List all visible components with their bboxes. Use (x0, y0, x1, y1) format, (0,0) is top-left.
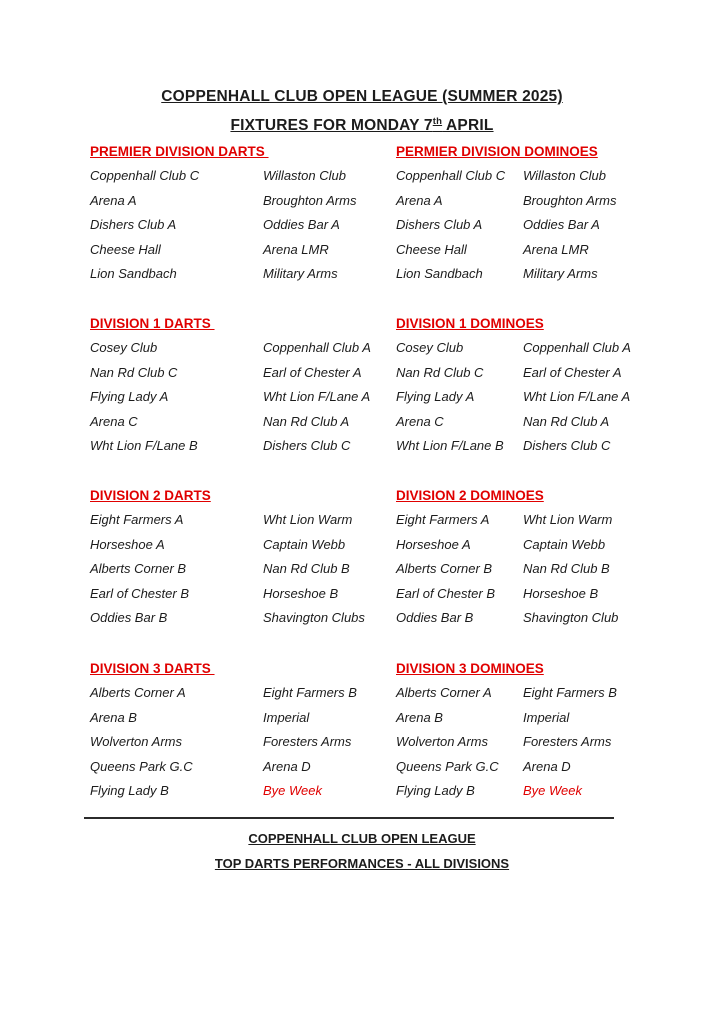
dominoes-away-team: Imperial (523, 709, 570, 725)
dominoes-away-team: Military Arms (523, 266, 598, 281)
darts-home-team: Flying Lady B (90, 783, 169, 798)
darts-away-team: Dishers Club C (263, 438, 351, 453)
dominoes-away-team: Foresters Arms (523, 734, 612, 749)
dominoes-home-team: Alberts Corner A (396, 685, 492, 700)
dominoes-away-team: Captain Webb (523, 536, 606, 552)
dominoes-home-team: Arena B (396, 709, 443, 725)
darts-division-heading: DIVISION 3 DARTS (90, 661, 215, 676)
dominoes-home-team: Alberts Corner B (396, 561, 493, 576)
dominoes-away-team: Shavington Club (523, 610, 619, 625)
dominoes-home-team: Oddies Bar B (396, 610, 474, 625)
darts-home-team: Cheese Hall (90, 241, 161, 257)
dominoes-away-team: Arena D (523, 758, 571, 774)
dominoes-away-team: Wht Lion F/Lane A (523, 389, 631, 404)
dominoes-away-team: Nan Rd Club A (523, 413, 610, 429)
division-section (90, 488, 650, 638)
dominoes-away-team: Broughton Arms (523, 192, 617, 208)
darts-away-team: Military Arms (263, 266, 338, 281)
subtitle-text: FIXTURES FOR MONDAY 7 (230, 117, 433, 134)
darts-away-team: Arena D (263, 758, 311, 774)
darts-home-team: Horseshoe A (90, 536, 165, 552)
darts-away-team: Oddies Bar A (263, 217, 340, 232)
dominoes-away-team: Arena LMR (523, 241, 589, 257)
dominoes-home-team: Eight Farmers A (396, 512, 490, 527)
dominoes-home-team: Coppenhall Club C (396, 168, 506, 183)
dominoes-away-team: Oddies Bar A (523, 217, 600, 232)
subtitle-ordinal-superscript: th (432, 116, 443, 127)
darts-home-team: Eight Farmers A (90, 512, 184, 527)
darts-away-team: Eight Farmers B (263, 685, 357, 700)
dominoes-home-team: Arena A (396, 192, 443, 208)
darts-away-team: Horseshoe B (263, 585, 339, 601)
darts-home-team: Oddies Bar B (90, 610, 168, 625)
darts-away-team: Willaston Club (263, 168, 346, 183)
dominoes-away-team: Willaston Club (523, 168, 606, 183)
dominoes-home-team: Dishers Club A (396, 217, 483, 232)
document-title: COPPENHALL CLUB OPEN LEAGUE (SUMMER 2025) (161, 88, 563, 105)
darts-away-team: Coppenhall Club A (263, 340, 371, 355)
darts-away-team: Captain Webb (263, 536, 346, 552)
darts-away-team: Foresters Arms (263, 734, 352, 749)
dominoes-away-team: Wht Lion Warm (523, 512, 613, 527)
dominoes-away-team: Coppenhall Club A (523, 340, 631, 355)
dominoes-away-team: Bye Week (523, 783, 583, 798)
darts-home-team: Nan Rd Club C (90, 364, 178, 380)
dominoes-home-team: Lion Sandbach (396, 266, 483, 281)
dominoes-home-team: Queens Park G.C (396, 758, 499, 774)
dominoes-home-team: Flying Lady B (396, 783, 475, 798)
darts-away-team: Arena LMR (263, 241, 329, 257)
darts-division-heading: DIVISION 2 DARTS (90, 488, 211, 503)
darts-home-team: Earl of Chester B (90, 585, 189, 601)
dominoes-away-team: Earl of Chester A (523, 364, 622, 380)
dominoes-home-team: Wht Lion F/Lane B (396, 438, 504, 453)
darts-home-team: Lion Sandbach (90, 266, 177, 281)
darts-home-team: Alberts Corner B (90, 561, 187, 576)
dominoes-away-team: Nan Rd Club B (523, 561, 610, 576)
darts-away-team: Wht Lion Warm (263, 512, 353, 527)
dominoes-home-team: Wolverton Arms (396, 734, 488, 749)
subtitle-text-tail: APRIL (442, 117, 494, 134)
division-section (90, 661, 650, 811)
darts-division-heading: DIVISION 1 DARTS (90, 316, 215, 331)
horizontal-divider (84, 817, 614, 819)
darts-away-team: Broughton Arms (263, 192, 357, 208)
darts-away-team: Nan Rd Club A (263, 413, 350, 429)
darts-away-team: Nan Rd Club B (263, 561, 350, 576)
dominoes-home-team: Horseshoe A (396, 536, 471, 552)
darts-home-team: Flying Lady A (90, 389, 169, 404)
darts-away-team: Imperial (263, 709, 310, 725)
footer-top-darts-performances-title: TOP DARTS PERFORMANCES - ALL DIVISIONS (214, 856, 510, 871)
darts-away-team: Shavington Clubs (263, 610, 365, 625)
darts-home-team: Alberts Corner A (90, 685, 186, 700)
dominoes-home-team: Cosey Club (396, 340, 464, 355)
darts-home-team: Arena A (90, 192, 137, 208)
dominoes-away-team: Eight Farmers B (523, 685, 617, 700)
dominoes-home-team: Arena C (396, 413, 444, 429)
dominoes-home-team: Earl of Chester B (396, 585, 495, 601)
darts-home-team: Arena B (90, 709, 137, 725)
darts-home-team: Dishers Club A (90, 217, 177, 232)
dominoes-away-team: Horseshoe B (523, 585, 599, 601)
dominoes-away-team: Dishers Club C (523, 438, 611, 453)
darts-home-team: Arena C (90, 413, 138, 429)
dominoes-division-heading: DIVISION 2 DOMINOES (396, 488, 544, 503)
dominoes-division-heading: DIVISION 3 DOMINOES (396, 661, 544, 676)
dominoes-home-team: Cheese Hall (396, 241, 467, 257)
darts-home-team: Wht Lion F/Lane B (90, 438, 198, 453)
footer-league-title: COPPENHALL CLUB OPEN LEAGUE (248, 831, 476, 846)
dominoes-home-team: Flying Lady A (396, 389, 475, 404)
darts-away-team: Earl of Chester A (263, 364, 362, 380)
division-section (90, 144, 650, 294)
darts-away-team: Bye Week (263, 783, 323, 798)
dominoes-division-heading: DIVISION 1 DOMINOES (396, 316, 544, 331)
darts-home-team: Cosey Club (90, 340, 158, 355)
dominoes-division-heading: PERMIER DIVISION DOMINOES (396, 144, 598, 159)
darts-home-team: Queens Park G.C (90, 758, 193, 774)
darts-home-team: Coppenhall Club C (90, 168, 200, 183)
darts-division-heading: PREMIER DIVISION DARTS (90, 144, 269, 159)
darts-home-team: Wolverton Arms (90, 734, 182, 749)
division-section (90, 316, 650, 466)
darts-away-team: Wht Lion F/Lane A (263, 389, 371, 404)
dominoes-home-team: Nan Rd Club C (396, 364, 484, 380)
